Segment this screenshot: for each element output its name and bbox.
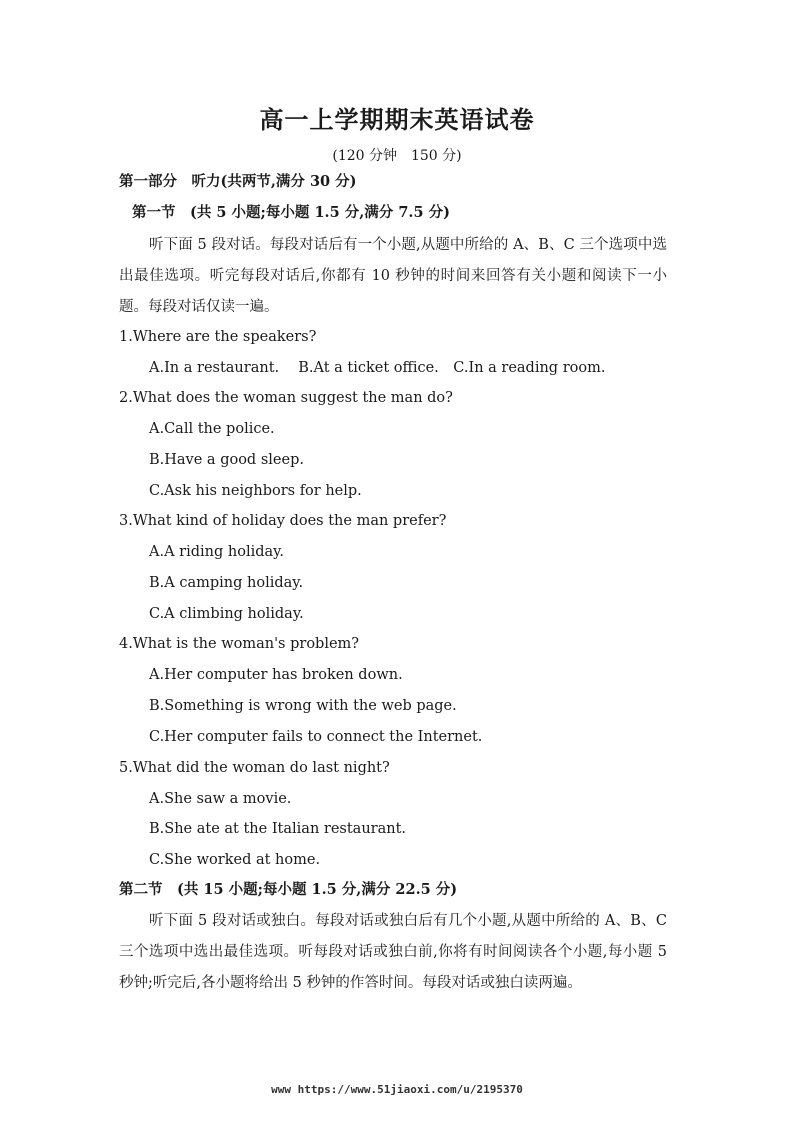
section1-instructions: 听下面 5 段对话。每段对话后有一个小题,从题中所给的 A、B、C 三个选项中选出最佳选项。听完每段对话后,你都有 10 秒钟的时间来回答有关小题和阅读下一小题。每段对话仅读一遍。 xyxy=(119,237,667,315)
question-options: A.In a restaurant. B.At a ticket office. C.In a reading room. xyxy=(149,360,606,376)
question-option: C.She worked at home. xyxy=(149,852,321,868)
question-option: A.A riding holiday. xyxy=(149,544,285,560)
question-option: B.Have a good sleep. xyxy=(149,452,304,468)
question-option: C.Ask his neighbors for help. xyxy=(149,483,362,499)
question-option: B.Something is wrong with the web page. xyxy=(149,698,457,714)
question-stem: 1.Where are the speakers? xyxy=(119,329,317,345)
section1-heading: 第一节 (共 5 小题;每小题 1.5 分,满分 7.5 分) xyxy=(132,204,450,221)
section2-heading: 第二节 (共 15 小题;每小题 1.5 分,满分 22.5 分) xyxy=(119,881,458,898)
source-watermark: www https://www.51jiaoxi.com/u/2195370 xyxy=(271,1083,523,1096)
question-stem: 4.What is the woman's problem? xyxy=(119,636,360,652)
part1-heading: 第一部分 听力(共两节,满分 30 分) xyxy=(119,173,357,190)
exam-duration-score: (120 分钟 150 分) xyxy=(332,148,462,164)
question-option: A.Her computer has broken down. xyxy=(149,667,403,683)
question-option: C.A climbing holiday. xyxy=(149,606,304,622)
question-option: B.She ate at the Italian restaurant. xyxy=(149,821,407,837)
question-stem: 2.What does the woman suggest the man do? xyxy=(119,390,453,406)
section2-instructions: 听下面 5 段对话或独白。每段对话或独白后有几个小题,从题中所给的 A、B、C 三个选项中选出最佳选项。听每段对话或独白前,你将有时间阅读各个小题,每小题 5 秒钟;听完后,各小题将给出 5 秒钟的作答时间。每段对话或独白读两遍。 xyxy=(119,913,667,991)
question-option: A.Call the police. xyxy=(149,421,275,437)
question-option: A.She saw a movie. xyxy=(149,791,292,807)
question-option: C.Her computer fails to connect the Internet. xyxy=(149,729,483,745)
question-option: B.A camping holiday. xyxy=(149,575,304,591)
page-title: 高一上学期期末英语试卷 xyxy=(259,105,535,134)
question-stem: 3.What kind of holiday does the man prefer? xyxy=(119,513,447,529)
question-stem: 5.What did the woman do last night? xyxy=(119,760,390,776)
